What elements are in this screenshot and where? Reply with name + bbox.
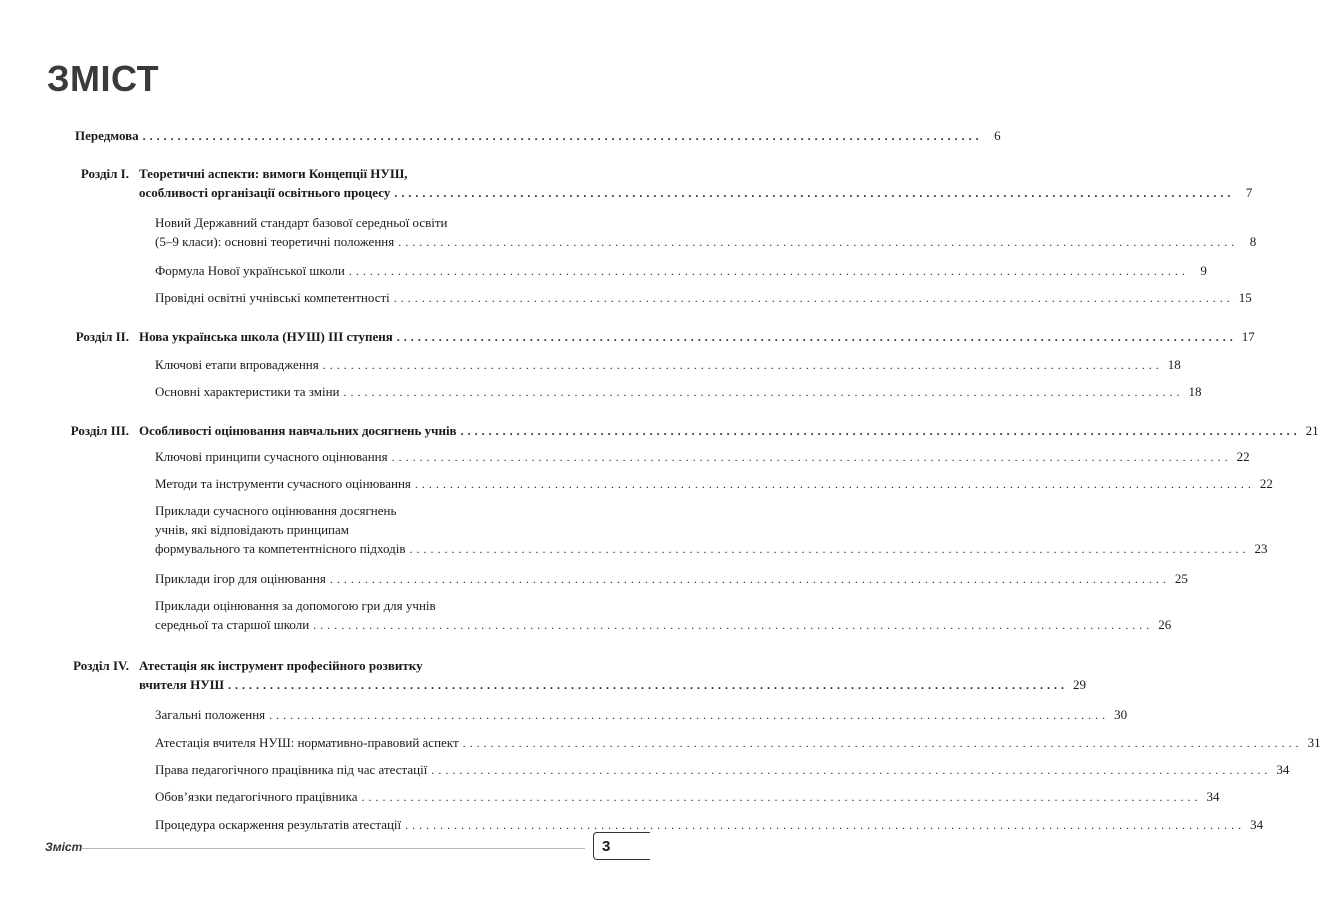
dot-leader: ........................................................................................................................ [409,542,1250,556]
toc-entry-text: Приклади ігор для оцінювання [155,571,326,586]
dot-leader: ........................................................................................................................ [414,477,1255,491]
toc-entry-text: Нова українська школа (НУШ) ІІІ ступеня [139,329,393,344]
dot-leader: ........................................................................................................................ [462,736,1303,750]
toc-entry-line [139,675,1087,695]
toc-page-number: 25 [1174,571,1188,586]
toc-entry-line [139,421,1319,441]
toc-entry-text: Новий Державний стандарт базової середньої освіти [155,215,448,230]
toc-page-number: 34 [1250,817,1264,832]
toc-entry [155,355,1181,374]
toc-entry-line [155,232,1257,252]
toc-page-number: 6 [994,128,1001,143]
toc-entry [155,760,1290,779]
dot-leader: ........................................................................................................................ [431,763,1272,777]
toc-section-label: Розділ I. [80,166,129,181]
toc-entry-text: Ключові принципи сучасного оцінювання [155,449,388,464]
toc-page-number: 22 [1236,449,1250,464]
toc-entry [73,656,1087,694]
toc-page-number: 17 [1241,329,1255,344]
footer-section-label: Зміст [45,840,83,854]
toc-entry [155,382,1202,401]
toc-entry-line [155,733,1321,753]
toc-entry-line [139,183,1253,203]
toc-entry-text: вчителя НУШ [139,677,225,692]
toc-entry-line [155,382,1202,402]
dot-leader: ........................................................................................................................ [460,424,1301,438]
dot-leader: ........................................................................................................................ [269,708,1110,722]
toc-entry-text: Приклади оцінювання за допомогою гри для учнів [155,598,436,613]
toc-entry-line [155,288,1252,308]
toc-entry [70,421,1319,440]
toc-section-label: Розділ III. [70,423,129,438]
dot-leader: ........................................................................................................................ [329,572,1170,586]
toc-entry [155,501,1268,558]
toc-entry-line [155,787,1220,807]
toc-entry-text: Основні характеристики та зміни [155,384,340,399]
dot-leader: ........................................................................................................................ [228,678,1069,692]
dot-leader: ........................................................................................................................ [391,450,1232,464]
toc-entry-text: Особливості оцінювання навчальних досягнень учнів [139,423,457,438]
toc-entry [155,787,1220,806]
toc-page-number: 26 [1158,617,1172,632]
page-number-badge [593,832,650,860]
toc-page-number: 21 [1305,423,1319,438]
toc-entry-text: Обов’язки педагогічного працівника [155,789,358,804]
toc-entry [155,474,1273,493]
toc-page-number: 9 [1200,263,1207,278]
toc-entry [75,126,1001,145]
toc-page-number: 34 [1276,762,1290,777]
toc-page-number: 29 [1073,677,1087,692]
toc-entry-text: Приклади сучасного оцінювання досягнень [155,503,397,518]
toc-page-number: 8 [1249,234,1257,249]
toc-page-number: 18 [1167,357,1181,372]
toc-entry-line [155,447,1250,467]
toc-entry-text: Теоретичні аспекти: вимоги Концепції НУШ, [139,166,408,181]
toc-entry [155,213,1257,251]
dot-leader: ........................................................................................................................ [405,818,1246,832]
toc-page-number: 22 [1259,476,1273,491]
toc-page-number: 30 [1114,707,1128,722]
footer-divider [82,848,585,849]
toc-entry [155,447,1250,466]
dot-leader: ........................................................................................................................ [393,291,1234,305]
page-number: 3 [602,837,611,855]
toc-page-number: 23 [1254,541,1268,556]
dot-leader: ........................................................................................................................ [343,385,1184,399]
toc-entry [155,288,1252,307]
dot-leader: ........................................................................................................................ [396,330,1237,344]
toc-entry-text: Ключові етапи впровадження [155,357,319,372]
toc-entry-line [75,126,1001,146]
dot-leader: ........................................................................................................................ [322,358,1163,372]
dot-leader: ........................................................................................................................ [313,618,1154,632]
toc-entry-line [155,539,1268,559]
toc-entry [155,705,1128,724]
toc-entry-text: Процедура оскарження результатів атестації [155,817,402,832]
toc-entry [155,596,1172,634]
dot-leader: ........................................................................................................................ [394,186,1235,200]
dot-leader: ........................................................................................................................ [361,790,1202,804]
toc-entry-text: (5–9 класи): основні теоретичні положення [155,234,395,249]
dot-leader: ........................................................................................................................ [142,129,983,143]
toc-page-number: 15 [1238,290,1252,305]
toc-entry-text: Передмова [75,128,139,143]
toc-page-number: 34 [1206,789,1220,804]
toc-page-number: 31 [1307,735,1321,750]
toc-entry-text: середньої та старшої школи [155,617,310,632]
toc-entry-text: Провідні освітні учнівські компетентності [155,290,390,305]
toc-entry-text: учнів, які відповідають принципам [155,522,349,537]
toc-entry-line [155,474,1273,494]
toc-entry-text: Методи та інструменти сучасного оцінювання [155,476,411,491]
toc-page-number: 18 [1188,384,1202,399]
toc-entry-line [155,615,1172,635]
toc-entry-line [155,815,1264,835]
toc-entry-line [155,569,1188,589]
toc-page-number: 7 [1245,185,1253,200]
toc-section-label: Розділ IV. [73,658,129,673]
toc-entry [155,815,1264,834]
page-title: ЗМІСТ [47,58,160,99]
toc-entry-text: особливості організації освітнього процесу [139,185,391,200]
toc-section-label: Розділ II. [75,329,129,344]
toc-entry-line [155,355,1181,375]
toc-entry [155,261,1207,280]
toc-entry [80,164,1253,202]
toc-entry-line [155,705,1128,725]
toc-entry-line [155,760,1290,780]
toc-entry-line [155,261,1207,281]
toc-entry-text: Права педагогічного працівника під час атестації [155,762,428,777]
toc-entry-text: Формула Нової української школи [155,263,345,278]
toc-entry-text: Загальні положення [155,707,266,722]
toc-entry [155,733,1321,752]
dot-leader: ........................................................................................................................ [398,235,1239,249]
toc-entry-text: Атестація як інструмент професійного розвитку [139,658,423,673]
toc-entry-text: формувального та компетентнісного підходів [155,541,406,556]
dot-leader: ........................................................................................................................ [348,264,1189,278]
toc-entry-line [139,327,1255,347]
toc-entry [155,569,1188,588]
toc-entry [75,327,1255,346]
toc-entry-text: Атестація вчителя НУШ: нормативно-правовий аспект [155,735,459,750]
